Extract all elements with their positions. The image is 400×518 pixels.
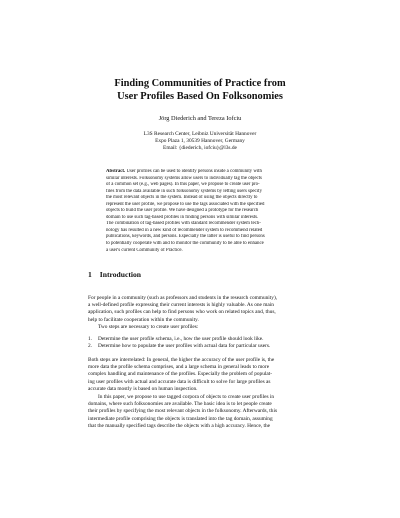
paper-title-line: Finding Communities of Practice from (114, 78, 286, 89)
abstract-line: the most relevant objects in the system. Instead of using the objects directly to (106, 195, 258, 201)
abstract-line: publications, keywords, and persons. Especially the latter is useful to find persons (106, 234, 265, 240)
affiliation-line: L3S Research Center, Leibniz Universität Hannover (143, 131, 257, 137)
list-marker: 2. (88, 343, 93, 350)
section-number: 1 (88, 270, 92, 279)
steps-list (88, 336, 316, 350)
list-item-text: Determine the user profile schema, i.e., how the user profile should look like. (98, 336, 264, 342)
body-line: For people in a community (such as professors and students in the research community), (88, 295, 278, 301)
paper-title-line: User Profiles Based On Folksonomies (117, 91, 283, 102)
abstract-line: a user's current Community of Practice. (106, 247, 183, 253)
abstract-line: objects to build the user profile. We have designed a prototype for the research (106, 208, 259, 214)
body-line: ing user profiles with actual and accurate data is difficult to solve for large profiles as (88, 378, 271, 385)
section-heading (88, 270, 141, 279)
affiliation-email: Email: {diederich, iofciu}@l3s.de (163, 144, 237, 151)
paragraph-3 (88, 357, 316, 393)
list-marker: 1. (88, 336, 93, 342)
abstract-line: The combination of tag-based profiles with standard recommender system tech- (106, 221, 261, 227)
abstract-label: Abstract. (106, 169, 126, 174)
abstract-line: of a common set (e.g., web pages). In this paper, we propose to create user pro- (106, 182, 260, 188)
paragraph-1 (88, 295, 316, 331)
abstract-line: domain to use such tag-based profiles in finding persons with similar interests. (106, 214, 259, 220)
body-line: domains, where such folksonomies are available. The basic idea is to let people create (88, 401, 272, 408)
list-item (88, 343, 316, 350)
body-line: a well-defined profile expressing their current interests is highly valuable. As one main (88, 302, 274, 309)
paragraph-4 (88, 394, 316, 430)
abstract-line: to potentially cooperate with and to monitor the community to be able to enhance (106, 241, 264, 247)
affiliation-line: Expo Plaza 1, 30539 Hannover, Germany (155, 137, 245, 144)
abstract-line: similar interests. Folksonomy systems allow users to individually tag the objects (106, 175, 262, 181)
abstract (106, 169, 297, 254)
body-line: In this paper, we propose to use tagged corpora of objects to create user profiles in (98, 394, 275, 400)
body-line: help to facilitate cooperation within the community. (88, 316, 199, 323)
paper-affiliation (0, 131, 400, 151)
body-line: more data the profile schema comprises, and a large schema in general leads to more (88, 364, 270, 371)
body-line: application, such profiles can help to find persons who work on related topics and, thus, (88, 309, 276, 316)
paper-title (0, 77, 400, 103)
abstract-line: nology has resulted in a new kind of recommender system to recommend related (106, 227, 263, 233)
body-line: complex handling and maintenance of the profiles. Especially the problem of populat- (88, 371, 273, 378)
body-line: intermediate profile comprising the objects is translated into the tag domain, assuming (88, 415, 273, 422)
abstract-line: files from the data available in such folksonomy systems by letting users specify (106, 188, 263, 194)
paper-authors: Jörg Diederich and Tereza Iofciu (158, 115, 242, 122)
body-line: that the manually specified tags describe the objects with a high accuracy. Hence, the (88, 422, 271, 429)
body-line: Two steps are necessary to create user profiles: (98, 323, 199, 330)
list-item-text: Determine how to populate the user profiles with actual data for particular users. (98, 343, 271, 350)
section-title: Introduction (99, 270, 142, 279)
body-line: their profiles by specifying the most relevant objects in the folksonomy. Afterwards, this (88, 408, 278, 415)
body-line: accurate data mostly is based on human inspection. (88, 385, 198, 392)
abstract-line: represent the user profile, we propose to use the tags associated with the specified (106, 201, 265, 207)
abstract-line: User profiles can be used to identify persons inside a community with (126, 169, 262, 174)
body-line: Both steps are interrelated: In general, the higher the accuracy of the user profile is, the (88, 357, 275, 363)
